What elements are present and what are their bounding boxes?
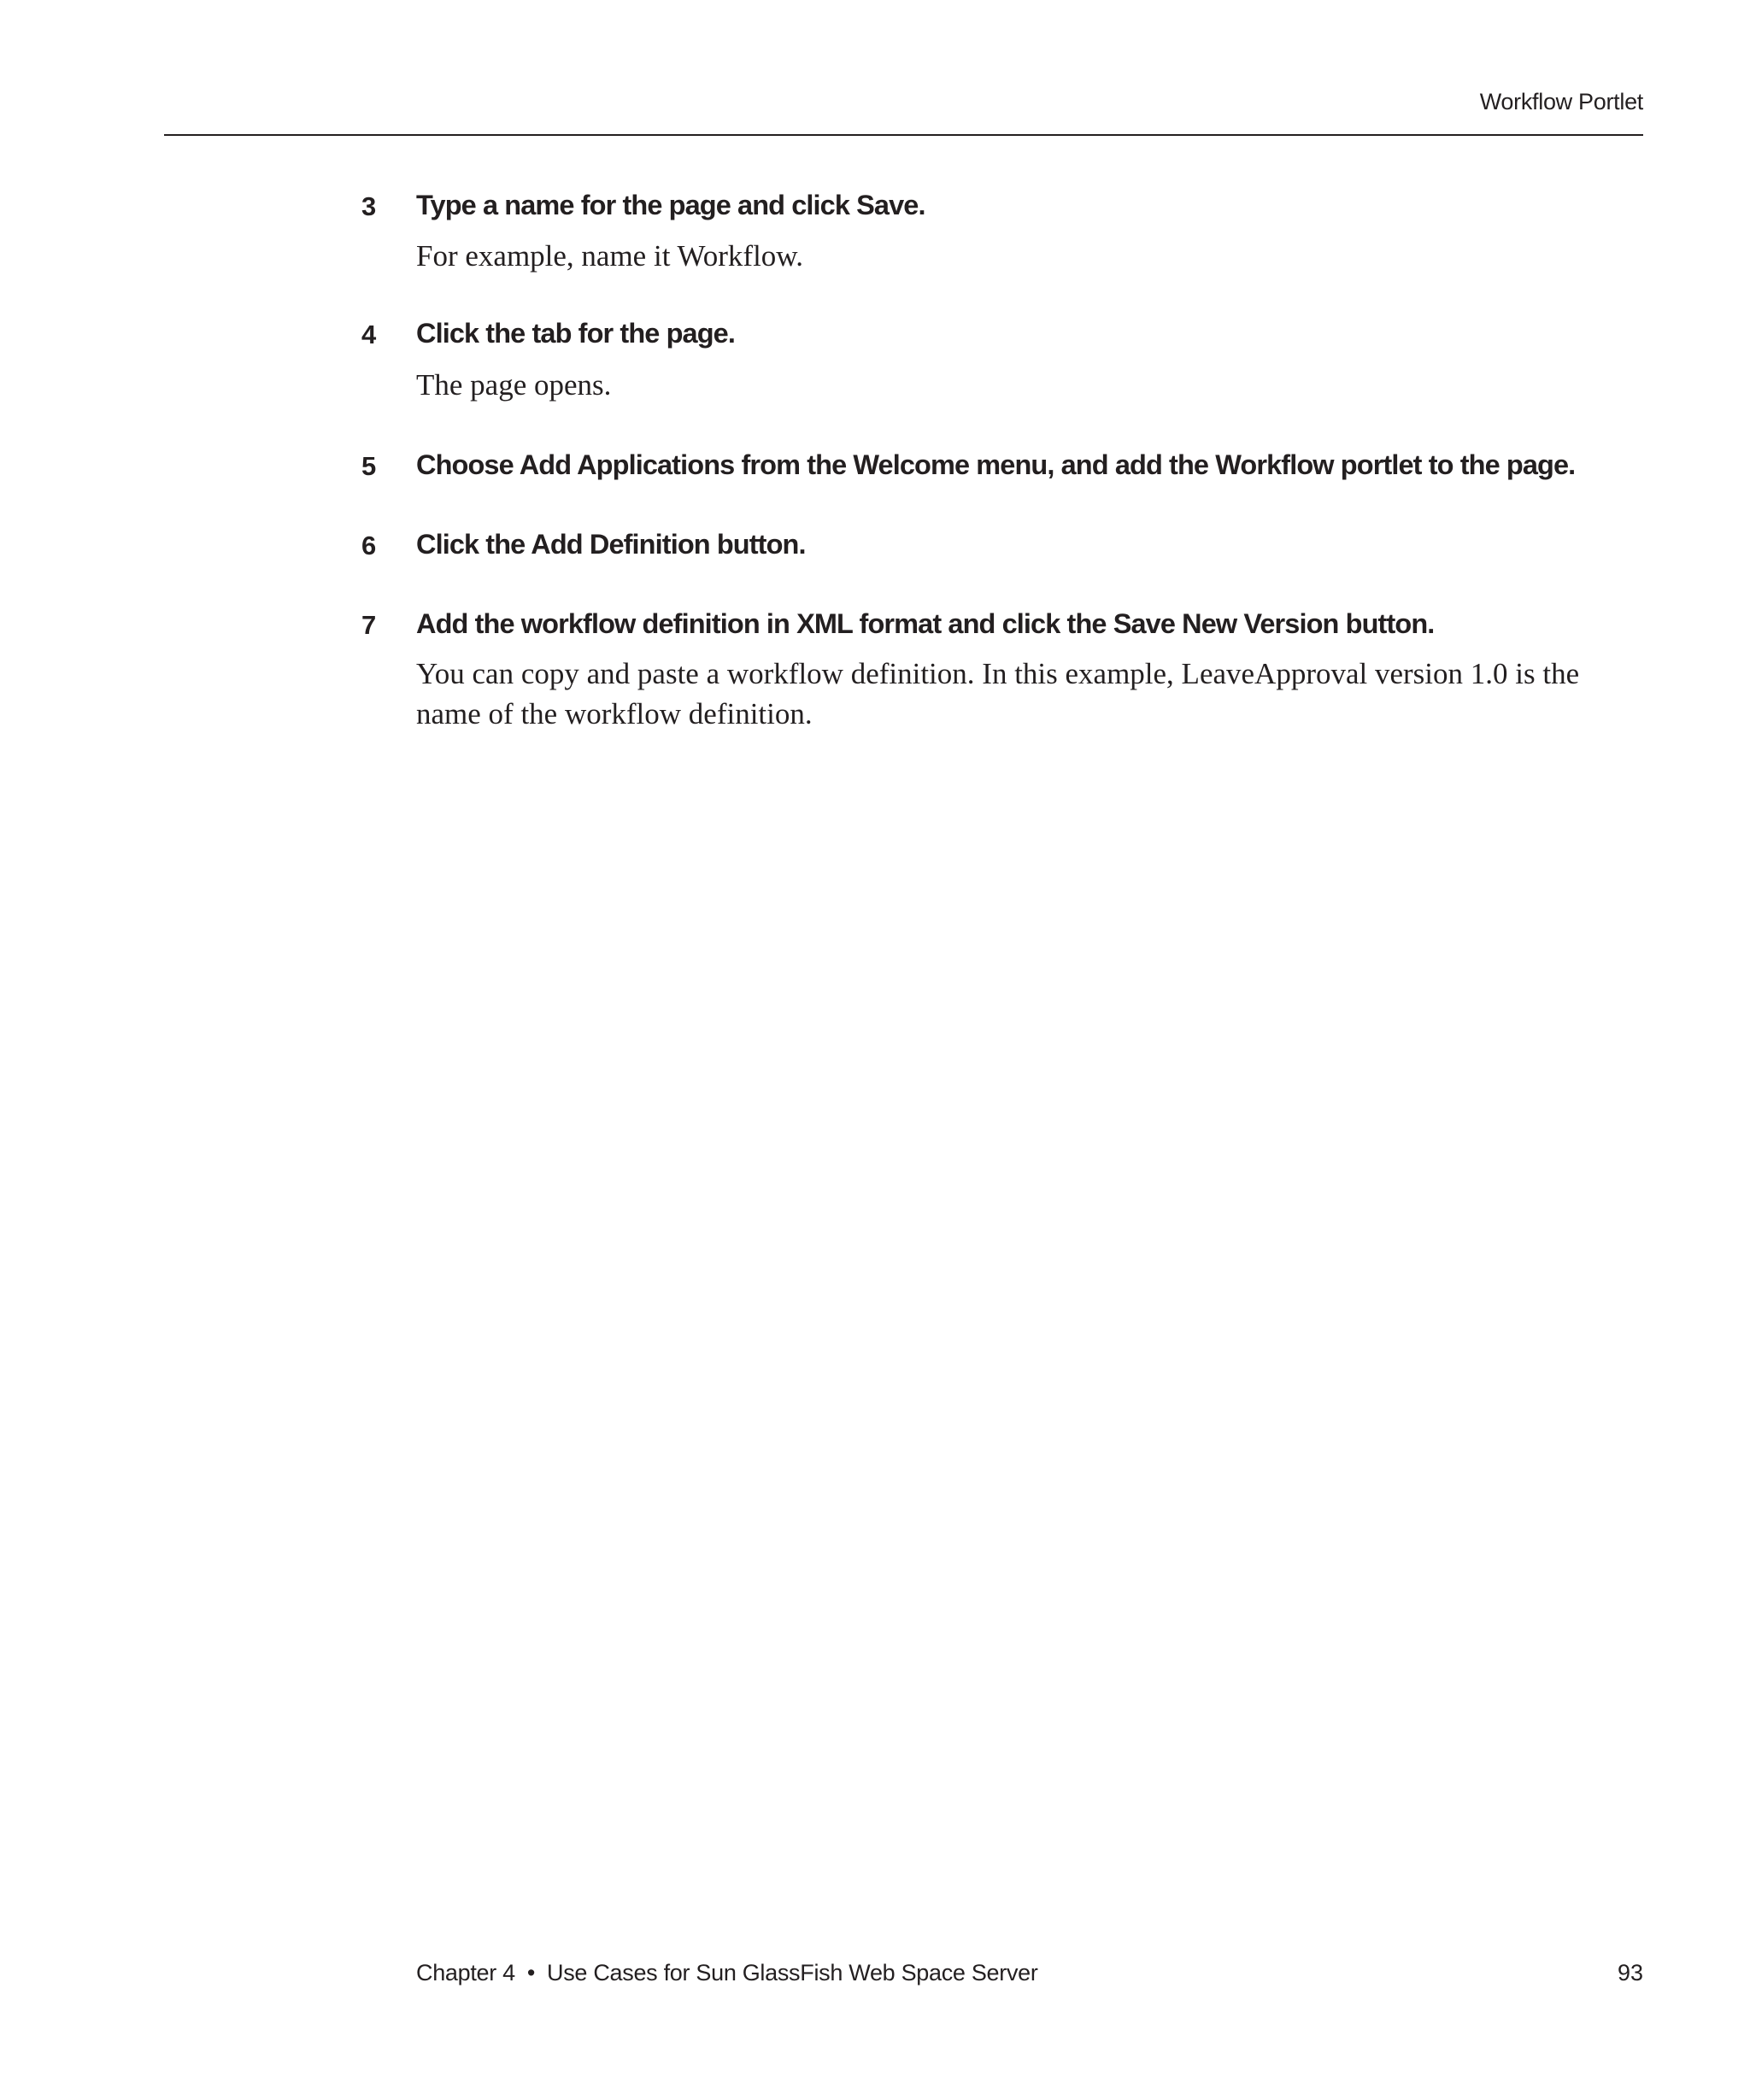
- footer-chapter-title: Use Cases for Sun GlassFish Web Space Server: [547, 1960, 1038, 1986]
- step-number: 6: [361, 531, 377, 560]
- step-description: The page opens.: [416, 368, 612, 402]
- running-footer: [416, 1960, 1038, 1986]
- step-instruction: Click the Add Definition button.: [416, 529, 806, 560]
- step-number: 7: [361, 610, 377, 640]
- step-instruction: Type a name for the page and click Save.: [416, 190, 925, 220]
- page-number: 93: [1617, 1960, 1643, 1986]
- step-number: 5: [361, 451, 377, 481]
- footer-bullet: •: [526, 1960, 536, 1986]
- footer-chapter: Chapter 4: [416, 1960, 515, 1986]
- step-number: 4: [361, 320, 377, 349]
- step-instruction: Choose Add Applications from the Welcome menu, and add the Workflow portlet to the page.: [416, 449, 1576, 480]
- step-description: For example, name it Workflow.: [416, 239, 804, 273]
- step-number: 3: [361, 191, 377, 221]
- running-header: Workflow Portlet: [1479, 89, 1643, 114]
- step-instruction: Click the tab for the page.: [416, 318, 735, 349]
- step-description: You can copy and paste a workflow definition. In this example, LeaveApproval version 1.0 is the name of the workflow definition.: [416, 657, 1580, 730]
- header-rule: [164, 134, 1643, 136]
- step-instruction: Add the workflow definition in XML format and click the Save New Version button.: [416, 608, 1435, 639]
